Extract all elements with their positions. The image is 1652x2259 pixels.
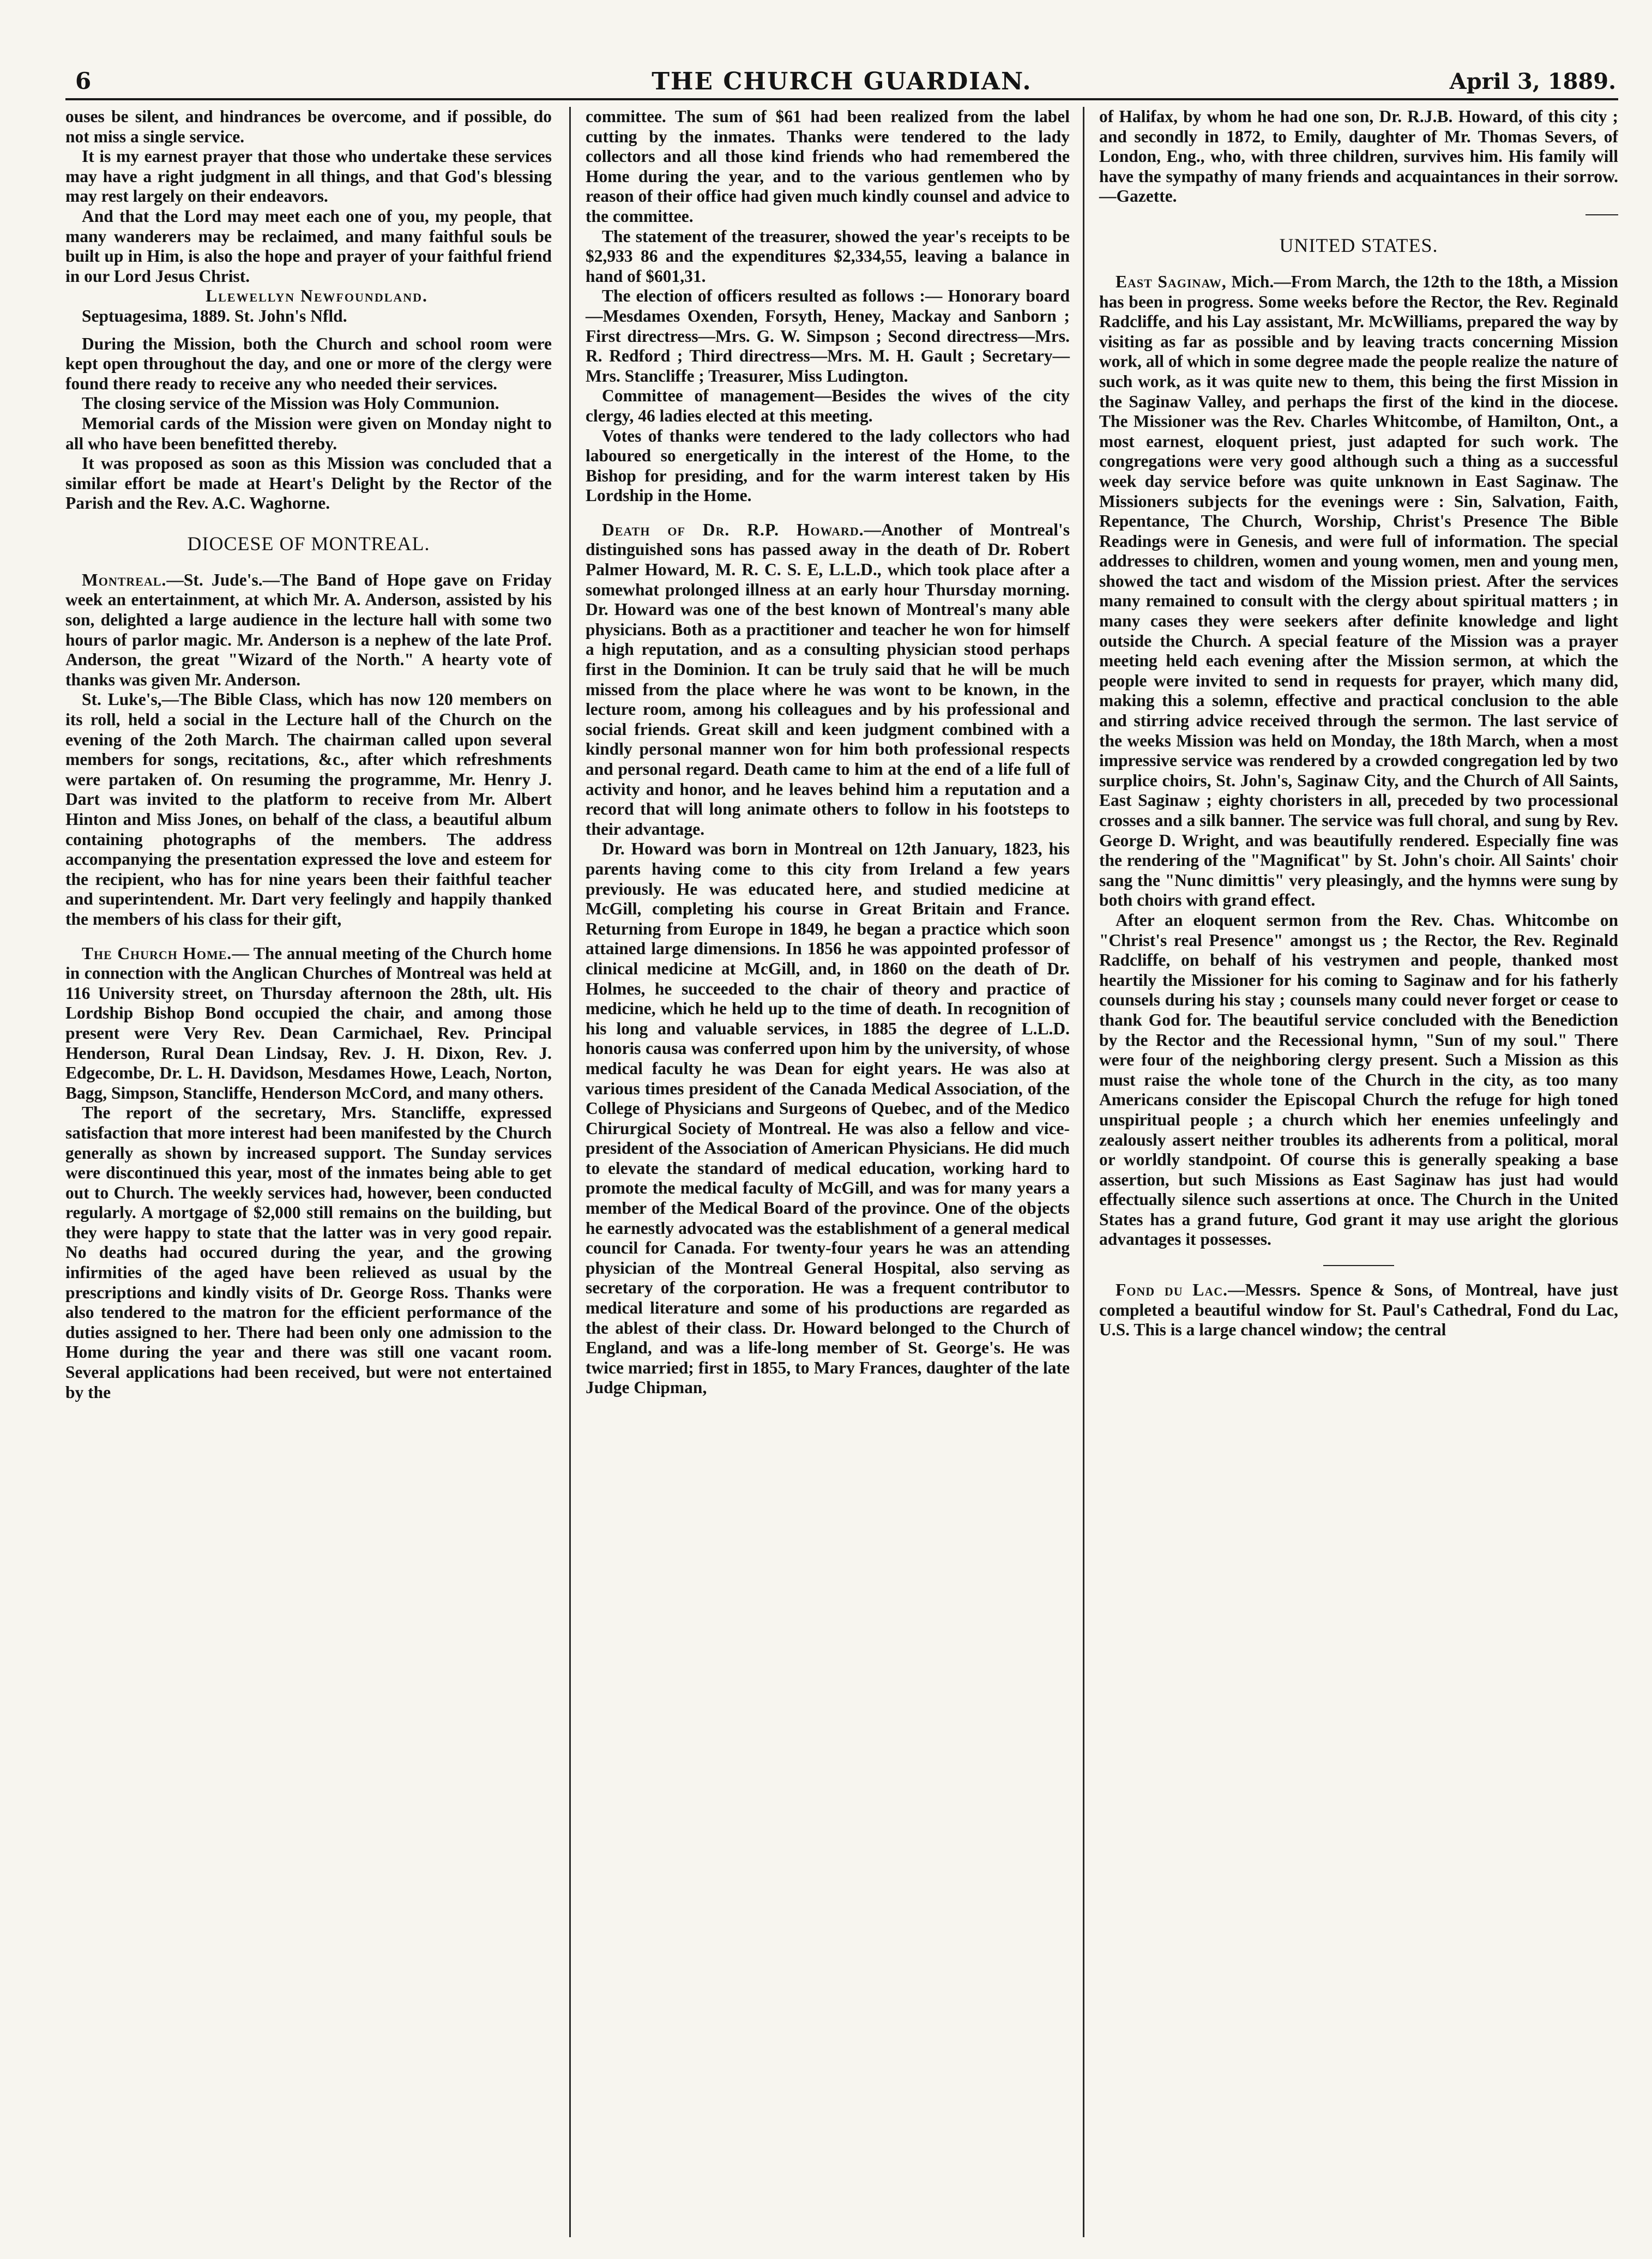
paragraph-text: Mich.—From March, the 12th to the 18th, a Mission has been in progress. Some weeks before the Rector, the Rev. Reginald Radcliffe, and his Lay assistant, Mr. McWilliams, prepared the way by visiting as far as possible and by leaving tracts concerning Mission work, all of which in some degree made the people realize the nature of such work, as it was quite new to them, this being the first Mission in the Saginaw Valley, and perhaps the first of the kind in the diocese. The Missioner was the Rev. Charles Whitcombe, of Hamilton, Ont., a most earnest, eloquent priest, just adapted for such work. The congregations were very good although such a thing as a successful week day service before was quite unknown in East Saginaw. The Missioners subjects for the evenings were : Sin, Salvation, Faith, Repentance, The Church, Worship, Christ's Presence The Bible Readings were in Genesis, and were full of information. The special addresses to children, women and young women, men and young men, showed the tact and wisdom of the Mission priest. After the services many remained to consult with the clergy about spiritual matters ; in many cases they were seekers after definite knowledge and light outside the Church. A special feature of the Mission was a prayer meeting held each evening after the Mission sermon, at which the people were invited to send in requests for prayer, which many did, making this a solemn, effective and practical conclusion to the able and stirring advice received through the sermon. The last service of the weeks Mission was held on Monday, the 18th March, when a most impressive service was rendered by a crowded congregation led by two surplice choirs, St. John's, Saginaw City, and the Church of All Saints, East Saginaw ; eighty choristers in all, preceded by two processional crosses and a silk banner. The service was full choral, and sung by Rev. George D. Wright, and was beautifully rendered. Especially fine was the rendering of the "Magnificat" by St. John's choir. All Saints' choir sang the "Nunc dimittis" very pleasingly, and the hymns were sung by both choirs with grand effect. <box>1099 272 1618 910</box>
column-rule <box>1083 107 1084 2237</box>
paragraph: Votes of thanks were tendered to the lady collectors who had laboured so energetically in the interest of the Home, to the Bishop for presiding, and for the warm interest taken by His Lordship in the Home. <box>586 426 1070 505</box>
lead-in: The Church Home. <box>82 943 232 963</box>
paragraph: Memorial cards of the Mission were given on Monday night to all who have been benefitted thereby. <box>65 413 552 453</box>
column-3 <box>1086 107 1618 2237</box>
paragraph: After an eloquent sermon from the Rev. Chas. Whitcombe on "Christ's real Presence" amongst us ; the Rector, the Rev. Reginald Radcliffe, on behalf of his vestrymen and people, thanked most heartily the Missioner for his coming to Saginaw and for his fatherly counsels during his stay ; counsels many could never forget or cease to thank God for. The beautiful service concluded with the Benediction by the Rector and the Recessional hymn, "Sun of my soul." There were four of the neighboring clergy present. Such a Mission as this must raise the whole tone of the Church in the city, as too many Americans consider the Episcopal Church the refuge for high toned unspiritual people ; a church which her enemies unfeelingly and zealously assert neither troubles its adherents from a political, moral or worldly standpoint. Of course this is generally speaking a base assertion, but such Missions as East Saginaw has just had would effectually silence such assertions at once. The Church in the United States has a grand future, God grant it may use aright the glorious advantages it possesses. <box>1099 910 1618 1249</box>
paragraph: committee. The sum of $61 had been realized from the label cutting by the inmates. Thanks were tendered to the lady collectors and all those kind friends who had remembered the Home during the year, and to the various gentlemen who by reason of their office had given much kindly counsel and advice to the committee. <box>586 107 1070 226</box>
section-heading: DIOCESE OF MONTREAL. <box>187 532 430 555</box>
page-number: 6 <box>75 68 92 94</box>
paragraph: Dr. Howard was born in Montreal on 12th January, 1823, his parents having come to this city from Ireland a few years previously. He was educated here, and studied medicine at McGill, completing his course in Great Britain and France. Returning from Europe in 1849, he began a practice which soon attained large dimensions. In 1856 he was appointed professor of clinical medicine at McGill, and, in 1860 on the death of Dr. Holmes, he succeeded to the chair of theory and practice of medicine, which he held up to the time of death. In recognition of his long and valuable services, in 1885 the degree of L.L.D. honoris causa was conferred upon him by the university, of whose medical faculty he was Dean for eight years. He was also at various times president of the Canada Medical Association, of the College of Physicians and Surgeons of Quebec, and of the Medico Chirurgical Society of Montreal. He was also a fellow and vice-president of the Association of American Physicians. He did much to elevate the standard of medical education, working hard to promote the medical faculty of McGill, and was for many years a member of the Medical Board of the province. One of the objects he earnestly advocated was the establishment of a general medical council for Canada. For twenty-four years he was an attending physician of the Montreal General Hospital, also serving as secretary of the corporation. He was a frequent contributor to medical literature and some of his productions are regarded as the ablest of their class. Dr. Howard belonged to the Church of England, and was a life-long member of St. George's. He was twice married; first in 1855, to Mary Frances, daughter of the late Judge Chipman, <box>586 839 1070 1397</box>
masthead <box>65 67 1618 100</box>
lead-in: Fond du Lac. <box>1116 1280 1228 1300</box>
paragraph: The closing service of the Mission was Holy Communion. <box>82 394 499 413</box>
column-rule <box>569 107 571 2237</box>
lead-in: East Saginaw, <box>1116 272 1227 291</box>
lead-in: Montreal. <box>82 570 167 589</box>
paragraph <box>586 520 1070 840</box>
paragraph <box>65 944 552 1104</box>
paragraph <box>1099 1280 1618 1340</box>
separator <box>1585 214 1618 215</box>
paragraph-text: —Messrs. Spence & Sons, of Montreal, have just completed a beautiful window for St. Paul's Cathedral, Fond du Lac, U.S. This is a large chancel window; the central <box>1099 1280 1618 1340</box>
lead-in: Death of Dr. R.P. Howard. <box>602 520 864 539</box>
paragraph: It is my earnest prayer that those who undertake these services may have a right judgment in all things, and that God's blessing may rest largely on their endeavors. <box>65 147 552 206</box>
paragraph: St. Luke's,—The Bible Class, which has now 120 members on its roll, held a social in the Lecture hall of the Church on the evening of the 2oth March. The chairman called upon several members for songs, recitations, &c., after which refreshments were partaken of. On resuming the programme, Mr. Henry J. Dart was invited to the platform to receive from Mr. Albert Hinton and Miss Jones, on behalf of the class, a beautiful album containing photographs of the members. The address accompanying the presentation expressed the love and esteem for the recipient, who has for nine years been their faithful teacher and superintendent. Mr. Dart very feelingly and happily thanked the members of his class for their gift, <box>65 690 552 929</box>
signature: Llewellyn Newfoundland. <box>206 286 428 306</box>
paragraph: The election of officers resulted as follows :— Honorary board—Mesdames Oxenden, Forsyth, Heney, Mackay and Sanborn ; First directress—Mrs. G. W. Simpson ; Second directress—Mrs. R. Redford ; Third directress—Mrs. M. H. Gault ; Secretary—Mrs. Stancliffe ; Treasurer, Miss Ludington. <box>586 286 1070 385</box>
paragraph: And that the Lord may meet each one of you, my people, that many wanderers may be reclaimed, and many faithful souls be built up in Him, is also the hope and prayer of your faithful friend in our Lord Jesus Christ. <box>65 206 552 286</box>
paragraph: It was proposed as soon as this Mission was concluded that a similar effort be made at Heart's Delight by the Rector of the Parish and the Rev. A.C. Waghorne. <box>65 454 552 513</box>
paragraph: The statement of the treasurer, showed the year's receipts to be $2,933 86 and the expenditures $2,334,55, leaving a balance in hand of $601,31. <box>586 226 1070 286</box>
paragraph <box>1099 272 1618 911</box>
newspaper-title: THE CHURCH GUARDIAN. <box>652 68 1032 95</box>
paragraph: Committee of management—Besides the wives of the city clergy, 46 ladies elected at this meeting. <box>586 386 1070 425</box>
paragraph <box>65 570 552 690</box>
section-heading: UNITED STATES. <box>1279 234 1438 256</box>
issue-date: April 3, 1889. <box>1449 69 1616 94</box>
columns <box>65 107 1618 2237</box>
paragraph: During the Mission, both the Church and school room were kept open throughout the day, and one or more of the clergy were found there ready to receive any who needed their services. <box>65 334 552 393</box>
paragraph: ouses be silent, and hindrances be overcome, and if possible, do not miss a single service. <box>65 107 552 146</box>
dateline: Septuagesima, 1889. St. John's Nfld. <box>82 306 347 326</box>
paragraph-text: —St. Jude's.—The Band of Hope gave on Friday week an entertainment, at which Mr. A. Anderson, assisted by his son, delighted a large audience in the lecture hall with some two hours of parlor magic. Mr. Anderson is a nephew of the late Prof. Anderson, the great "Wizard of the North." A hearty vote of thanks was given Mr. Anderson. <box>65 570 552 689</box>
paragraph-text: — The annual meeting of the Church home in connection with the Anglican Churches of Montreal was held at 116 University street, on Thursday afternoon the 28th, ult. His Lordship Bishop Bond occupied the chair, and among those present were Very Rev. Dean Carmichael, Rev. Principal Henderson, Rural Dean Lindsay, Rev. J. H. Dixon, Rev. J. Edgecombe, Dr. L. H. Davidson, Mesdames Howe, Leach, Norton, Bagg, Simpson, Stancliffe, Henderson McCord, and many others. <box>65 943 552 1103</box>
column-1 <box>65 107 564 2237</box>
paragraph: The report of the secretary, Mrs. Stancliffe, expressed satisfaction that more interest had been manifested by the Church generally as shown by increased support. The Sunday services were discontinued this year, most of the inmates being able to get out to Church. The weekly services had, however, been conducted regularly. A mortgage of $2,000 still remains on the building, but they were happy to state that the latter was in very good repair. No deaths had occured during the year, and the growing infirmities of the aged have been relieved as usual by the prescriptions and kindly visits of Dr. George Ross. Thanks were also tendered to the matron for the efficient performance of the duties assigned to her. There had been only one admission to the Home during the year and there was still one vacant room. Several applications had been received, but were not entertained by the <box>65 1103 552 1402</box>
paragraph: of Halifax, by whom he had one son, Dr. R.J.B. Howard, of this city ; and secondly in 1872, to Emily, daughter of Mr. Thomas Severs, of London, Eng., who, with three children, survives him. His family will have the sympathy of many friends and acquaintances in their sorrow.—Gazette. <box>1099 107 1618 206</box>
paragraph-text: —Another of Montreal's distinguished sons has passed away in the death of Dr. Robert Palmer Howard, M. R. C. S. E, L.L.D., which took place after a somewhat prolonged illness at an early hour Thursday morning. Dr. Howard was one of the best known of Montreal's many able physicians. Both as a practitioner and teacher he won for himself a high reputation, and as a consulting physician stood perhaps first in the Dominion. It can be truly said that he will be much missed from the place where he was wont to be known, in the lecture room, among his colleagues and by his professional and social friends. Great skill and keen judgment combined with a kindly personal manner won for him both professional respects and personal regard. Death came to him at the end of a life full of activity and honor, and he leaves behind him a reputation and a record that will long animate others to follow in his footsteps to their advantage. <box>586 520 1070 839</box>
column-2 <box>575 107 1081 2237</box>
